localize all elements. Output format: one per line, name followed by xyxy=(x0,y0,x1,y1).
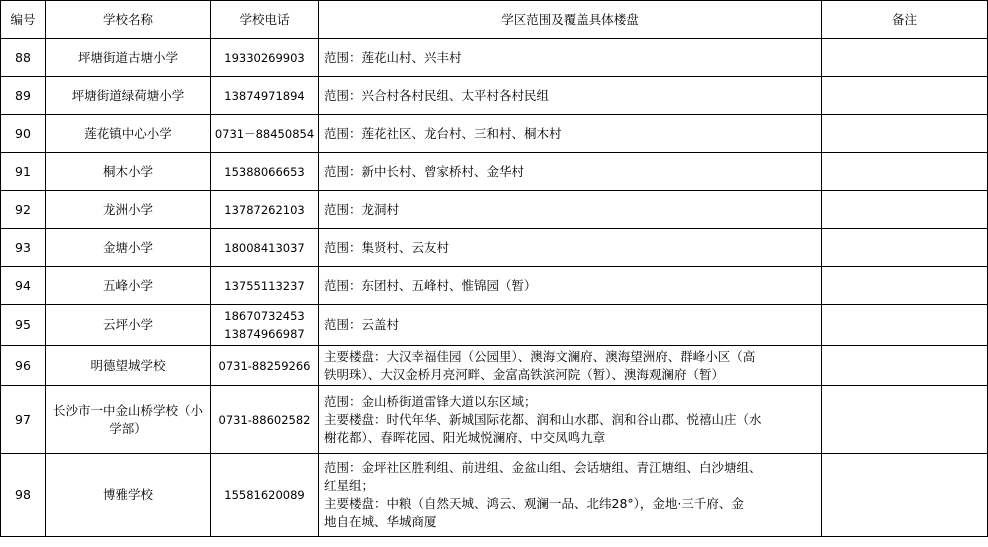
row-district-area xyxy=(319,454,822,537)
table-row xyxy=(1,305,988,346)
row-district-area xyxy=(319,346,822,386)
row-num: 94 xyxy=(1,267,46,305)
row-note xyxy=(822,115,988,153)
row-num: 95 xyxy=(1,305,46,346)
row-district-area xyxy=(319,115,822,153)
row-note xyxy=(822,153,988,191)
row-school-name: 坪塘街道古塘小学 xyxy=(46,39,211,77)
row-district-area xyxy=(319,77,822,115)
table-row xyxy=(1,191,988,229)
table-row xyxy=(1,454,988,537)
row-note xyxy=(822,386,988,454)
row-num: 92 xyxy=(1,191,46,229)
row-school-phone xyxy=(211,191,319,229)
row-note xyxy=(822,454,988,537)
table-body xyxy=(1,39,988,537)
row-school-phone xyxy=(211,115,319,153)
row-district-area xyxy=(319,386,822,454)
row-note xyxy=(822,346,988,386)
row-note xyxy=(822,77,988,115)
row-school-phone xyxy=(211,39,319,77)
row-school-name: 长沙市一中金山桥学校（小学部） xyxy=(46,386,211,454)
area-line: 主要楼盘：大汉幸福佳园（公园里）、澳海文澜府、澳海望洲府、群峰小区（高 xyxy=(324,348,756,364)
row-district-area xyxy=(319,267,822,305)
row-note xyxy=(822,229,988,267)
area-line: 铁明珠）、大汉金桥月亮河畔、金富高铁滨河院（暂）、澳海观澜府（暂） xyxy=(324,366,725,382)
row-note xyxy=(822,267,988,305)
header-district-area: 学区范围及覆盖具体楼盘 xyxy=(319,1,822,39)
header-school-name: 学校名称 xyxy=(46,1,211,39)
table-row xyxy=(1,115,988,153)
row-school-name: 莲花镇中心小学 xyxy=(46,115,211,153)
area-line: 范围：东团村、五峰村、惟锦园（暂） xyxy=(324,277,537,293)
row-school-name: 博雅学校 xyxy=(46,454,211,537)
area-line: 主要楼盘：时代年华、新城国际花都、润和山水郡、润和谷山郡、悦禧山庄（水 xyxy=(324,411,762,427)
phone-line: 13874966987 xyxy=(224,327,305,341)
row-school-phone xyxy=(211,267,319,305)
row-school-name: 桐木小学 xyxy=(46,153,211,191)
table-row xyxy=(1,229,988,267)
phone-line: 13787262103 xyxy=(224,202,305,217)
area-line: 范围：莲花社区、龙台村、三和村、桐木村 xyxy=(324,125,562,141)
area-line: 主要楼盘：中粮（自然天城、鸿云、观澜一品、北纬28°），金地·三千府、金 xyxy=(324,496,744,511)
phone-line: 18670732453 xyxy=(224,309,305,323)
table-row xyxy=(1,77,988,115)
row-school-phone xyxy=(211,454,319,537)
row-school-name: 明德望城学校 xyxy=(46,346,211,386)
row-school-phone xyxy=(211,153,319,191)
area-line: 范围：云盖村 xyxy=(324,317,400,332)
row-num: 89 xyxy=(1,77,46,115)
phone-line: 0731－88450854 xyxy=(214,126,315,141)
area-line: 榭花都）、春晖花园、阳光城悦澜府、中交凤鸣九章 xyxy=(324,429,606,445)
row-school-name: 龙洲小学 xyxy=(46,191,211,229)
area-line: 范围：集贤村、云友村 xyxy=(324,239,450,255)
phone-line: 13874971894 xyxy=(224,88,305,103)
row-school-phone xyxy=(211,305,319,346)
row-school-name: 坪塘街道绿荷塘小学 xyxy=(46,77,211,115)
row-num: 93 xyxy=(1,229,46,267)
header-num: 编号 xyxy=(1,1,46,39)
phone-line: 15581620089 xyxy=(224,488,305,502)
area-line: 范围：金山桥街道雷锋大道以东区域； xyxy=(324,393,537,409)
row-school-name: 五峰小学 xyxy=(46,267,211,305)
row-note xyxy=(822,305,988,346)
area-line: 红星组； xyxy=(324,478,375,493)
area-line: 范围：兴合村各村民组、太平村各村民组 xyxy=(324,87,550,103)
phone-line: 18008413037 xyxy=(224,240,305,255)
row-note xyxy=(822,39,988,77)
table-row xyxy=(1,346,988,386)
table-row xyxy=(1,153,988,191)
header-row xyxy=(1,1,988,39)
table-row xyxy=(1,267,988,305)
row-district-area xyxy=(319,39,822,77)
row-num: 90 xyxy=(1,115,46,153)
table-row xyxy=(1,386,988,454)
row-school-phone xyxy=(211,229,319,267)
area-line: 范围：金坪社区胜利组、前进组、金盆山组、会话塘组、青江塘组、白沙塘组、 xyxy=(324,460,762,475)
row-school-name: 云坪小学 xyxy=(46,305,211,346)
header-school-phone: 学校电话 xyxy=(211,1,319,39)
row-school-phone xyxy=(211,386,319,454)
row-district-area xyxy=(319,229,822,267)
row-num: 96 xyxy=(1,346,46,386)
row-num: 98 xyxy=(1,454,46,537)
area-line: 范围：龙洞村 xyxy=(324,201,400,217)
row-num: 91 xyxy=(1,153,46,191)
row-district-area xyxy=(319,191,822,229)
header-note: 备注 xyxy=(822,1,988,39)
phone-line: 0731-88259266 xyxy=(218,358,311,373)
phone-line: 13755113237 xyxy=(224,278,305,293)
row-school-phone xyxy=(211,77,319,115)
row-note xyxy=(822,191,988,229)
row-school-phone xyxy=(211,346,319,386)
phone-line: 0731-88602582 xyxy=(218,412,311,427)
phone-line: 15388066653 xyxy=(224,164,305,179)
table-row xyxy=(1,39,988,77)
row-num: 97 xyxy=(1,386,46,454)
row-district-area xyxy=(319,305,822,346)
area-line: 地自在城、华城商厦 xyxy=(324,514,437,529)
area-line: 范围：莲花山村、兴丰村 xyxy=(324,49,462,65)
phone-line: 19330269903 xyxy=(224,50,305,65)
area-line: 范围：新中长村、曾家桥村、金华村 xyxy=(324,163,525,179)
row-district-area xyxy=(319,153,822,191)
row-school-name: 金塘小学 xyxy=(46,229,211,267)
row-num: 88 xyxy=(1,39,46,77)
